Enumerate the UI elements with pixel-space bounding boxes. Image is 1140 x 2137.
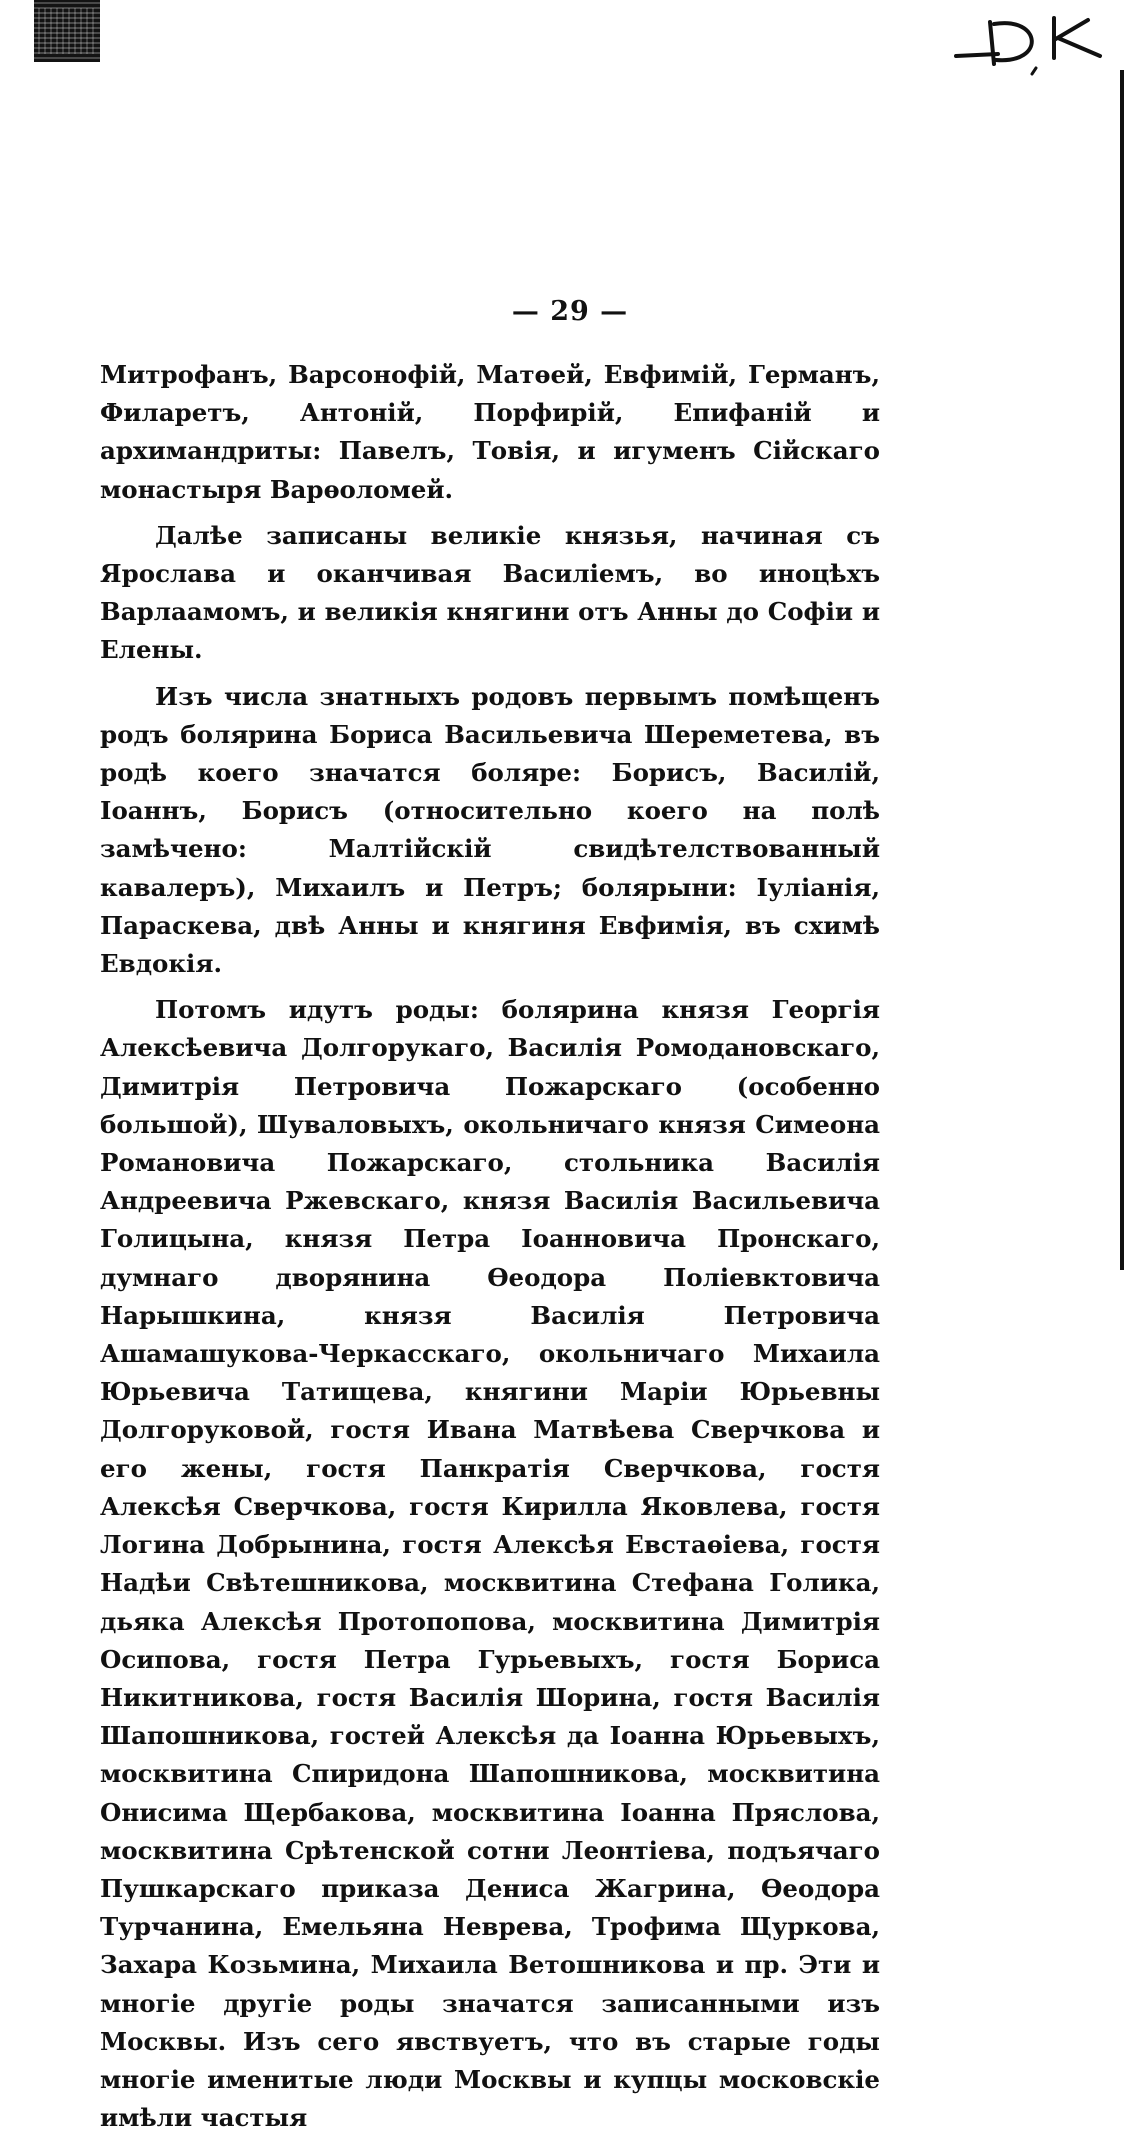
margin-rule: [1120, 70, 1124, 1270]
body-text: [100, 356, 880, 2137]
page-number: — 29 —: [511, 296, 629, 327]
paragraph-sheremetev: Изъ числа знатныхъ родовъ первымъ помѣщенъ родъ болярина Бориса Васильевича Шереметева, въ родѣ коего значатся боляре: Борисъ, Василій, Іоаннъ, Борисъ (относительно коего на полѣ замѣчено: Малтійскій свидѣтелствованный кавалеръ), Михаилъ и Петръ; болярыни: Іуліанія, Параскева, двѣ Анны и княгиня Евфимія, въ схимѣ Евдокія.: [100, 681, 880, 979]
paragraph-grand-princes: Далѣе записаны великіе князья, начиная съ Ярослава и оканчивая Василіемъ, во иноцѣхъ Варлаамомъ, и великія княгини отъ Анны до Софіи и Елены.: [100, 520, 880, 665]
scan-corner-mark: [34, 0, 100, 62]
handwritten-initials: [950, 8, 1110, 78]
paragraph-families: Потомъ идутъ роды: болярина князя Георгія Алексѣевича Долгорукаго, Василія Ромодановскаго, Димитрія Петровича Пожарскаго (особенно большой), Шуваловыхъ, окольничаго князя Симеона Романовича Пожарскаго, стольника Василія Андреевича Ржевскаго, князя Василія Васильевича Голицына, князя Петра Іоанновича Пронскаго, думнаго дворянина Ѳеодора Поліевктовича Нарышкина, князя Василія Петровича Ашамашукова-Черкасскаго, окольничаго Михаила Юрьевича Татищева, княгини Маріи Юрьевны Долгоруковой, гостя Ивана Матвѣева Сверчкова и его жены, гостя Панкратія Сверчкова, гостя Алексѣя Сверчкова, гостя Кирилла Яковлева, гостя Логина Добрынина, гостя Алексѣя Евстаѳіева, гостя Надѣи Свѣтешникова, москвитина Стефана Голика, дьяка Алексѣя Протопопова, москвитина Димитрія Осипова, гостя Петра Гурьевыхъ, гостя Бориса Никитникова, гостя Василія Шорина, гостя Василія Шапошникова, гостей Алексѣя да Іоанна Юрьевыхъ, москвитина Спиридона Шапошникова, москвитина Онисима Щербакова, москвитина Іоанна Пряслова, москвитина Срѣтенской сотни Леонтіева, подъячаго Пушкарскаго приказа Дениса Жагрина, Ѳеодора Турчанина, Емельяна Неврева, Трофима Щуркова, Захара Козьмина, Михаила Ветошникова и пр. Эти и многіе другіе роды значатся записанными изъ Москвы. Изъ сего явствуетъ, что въ старые годы многіе именитые люди Москвы и купцы московскіе имѣли частыя: [100, 995, 880, 2133]
paragraph-continuation: Митрофанъ, Варсонофій, Матѳей, Евфимій, Германъ, Филаретъ, Антоній, Порфирій, Епифаній и архимандриты: Павелъ, Товія, и игуменъ Сійскаго монастыря Варѳоломей.: [100, 360, 880, 504]
